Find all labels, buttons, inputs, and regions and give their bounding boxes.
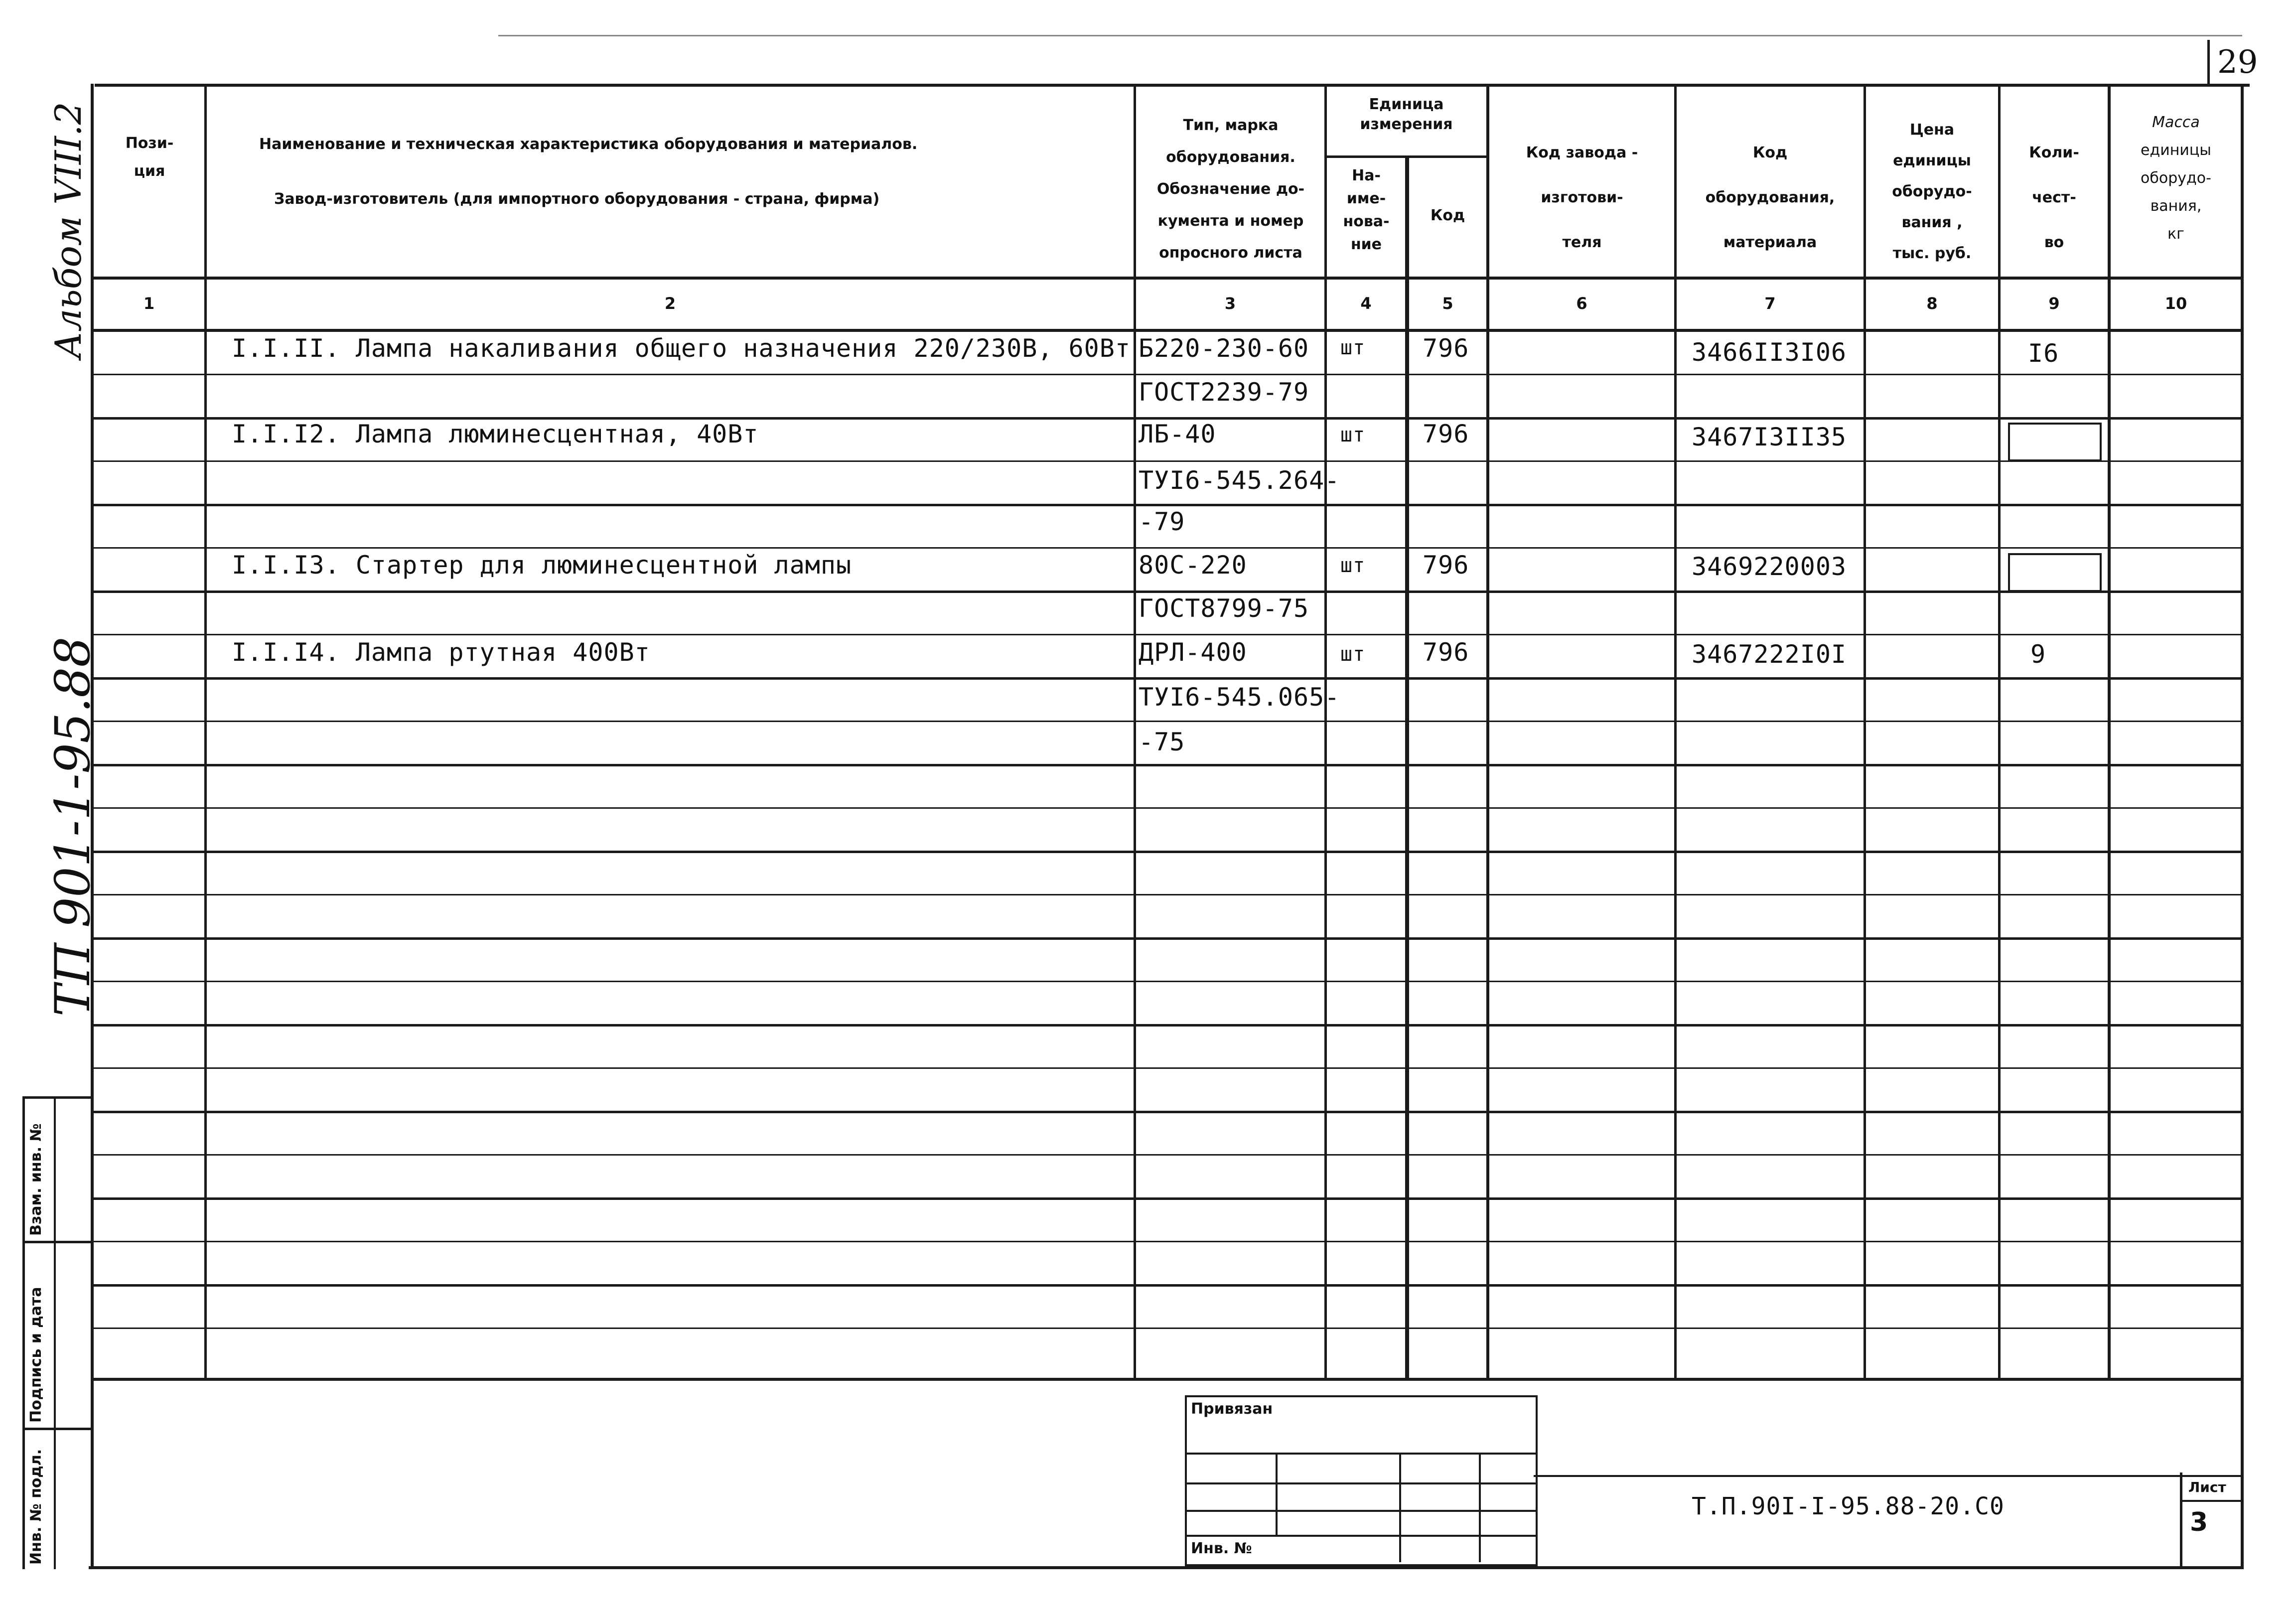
row-unit: шт (1340, 336, 1366, 359)
stamp-label-inventory: Инв. № подл. (27, 1449, 45, 1565)
row-unit: шт (1340, 554, 1366, 577)
row-rule (91, 981, 2243, 982)
row-type: ГОСТ2239-79 (1139, 378, 1309, 407)
row-quantity: I6 (2028, 339, 2059, 368)
sheet-box-left (2180, 1472, 2182, 1567)
header-unit-group: Единица измерения (1360, 96, 1453, 133)
unit-group-line (1324, 155, 1489, 158)
row-rule (91, 677, 2243, 680)
stamp-strip-div2 (22, 1428, 92, 1430)
row-name: I.I.I4. Лампа ртутная 400Вт (232, 638, 650, 667)
stamp-label-signature: Подпись и дата (27, 1287, 45, 1423)
row-rule (91, 590, 2243, 593)
sheet-corner-number: 29 (2217, 44, 2258, 81)
row-unit-code: 796 (1423, 420, 1469, 448)
stamp-label-replace: Взам. инв. № (27, 1123, 45, 1236)
stamp-strip-top (22, 1096, 92, 1099)
row-name: I.I.II. Лампа накаливания общего назначения 220/230В, 60Вт (232, 334, 1131, 363)
row-rule (91, 1197, 2243, 1200)
quantity-box (2008, 553, 2102, 592)
colnum-2: 2 (664, 294, 676, 313)
colnum-bottom-line (91, 329, 2243, 332)
header-mass: Масса единицы оборудо- вания, кг (2141, 114, 2211, 243)
row-rule (91, 1241, 2243, 1242)
row-type: ГОСТ8799-75 (1139, 594, 1309, 623)
row-rule (91, 851, 2243, 853)
bound-line-4 (1185, 1535, 1537, 1537)
row-rule (91, 937, 2243, 940)
quantity-box (2008, 423, 2102, 461)
colnum-5: 5 (1442, 294, 1453, 313)
row-rule (91, 764, 2243, 766)
col-line-5 (1405, 157, 1409, 1380)
sheet-label: Лист (2188, 1479, 2226, 1495)
row-rule (91, 547, 2243, 549)
header-type: Тип, марка оборудования. Обозначение до- кумента и номер опросного листа (1156, 117, 1305, 262)
top-edge-line (498, 35, 2242, 36)
colnum-6: 6 (1576, 294, 1587, 313)
colnum-8: 8 (1926, 294, 1938, 313)
project-label: ТП 901-1-95.88 (45, 636, 101, 1017)
document-code: Т.П.90I-I-95.88-20.С0 (1692, 1492, 2005, 1520)
row-unit-code: 796 (1423, 638, 1469, 667)
row-rule (91, 1024, 2243, 1027)
colnum-4: 4 (1360, 294, 1372, 313)
stamp-strip-left (22, 1096, 25, 1569)
header-position: Пози- ция (125, 135, 174, 180)
row-name: I.I.I3. Стартер для люминесцентной лампы (232, 551, 852, 580)
colnum-7: 7 (1764, 294, 1776, 313)
header-quantity: Коли- чест- во (2029, 144, 2079, 251)
bound-label: Привязан (1191, 1400, 1273, 1418)
row-unit: шт (1340, 424, 1366, 446)
corner-box-left (2207, 40, 2210, 85)
row-equipment-code: 3467I3II35 (1692, 423, 1847, 451)
row-type: Б220-230-60 (1139, 334, 1309, 363)
row-equipment-code: 3466II3I06 (1692, 338, 1847, 367)
row-rule (91, 1327, 2243, 1329)
title-block-line (1534, 1475, 2242, 1477)
row-unit: шт (1340, 643, 1366, 666)
row-rule (91, 460, 2243, 462)
colnum-10: 10 (2164, 294, 2187, 313)
stamp-strip-div1 (22, 1241, 92, 1243)
row-type: 80С-220 (1139, 551, 1247, 580)
row-equipment-code: 3469220003 (1692, 552, 1847, 581)
row-type: ЛБ-40 (1139, 420, 1216, 448)
bound-col-2 (1399, 1453, 1401, 1562)
bound-line-3 (1185, 1510, 1537, 1512)
row-unit-code: 796 (1423, 551, 1469, 580)
bound-col-3 (1479, 1453, 1481, 1562)
bound-line-2 (1185, 1482, 1537, 1484)
header-equipment-code: Код оборудования, материала (1705, 144, 1835, 251)
row-rule (91, 504, 2243, 506)
row-equipment-code: 3467222I0I (1692, 640, 1847, 669)
inventory-label: Инв. № (1191, 1540, 1252, 1557)
row-unit-code: 796 (1423, 334, 1469, 363)
row-rule (91, 1154, 2243, 1156)
row-rule (91, 721, 2243, 722)
row-rule (91, 374, 2243, 375)
sheet-number: 3 (2190, 1507, 2208, 1537)
header-factory-code: Код завода - изготови- теля (1526, 144, 1638, 251)
header-unit-name: На- име- нова- ние (1343, 167, 1390, 253)
album-label: Альбом VIII.2 (47, 102, 89, 359)
row-quantity: 9 (2030, 640, 2046, 669)
colnum-9: 9 (2048, 294, 2060, 313)
bound-line-1 (1185, 1453, 1537, 1455)
row-name: I.I.I2. Лампа люминесцентная, 40Вт (232, 420, 759, 448)
header-price: Цена единицы оборудо- вания , тыс. руб. (1892, 121, 1972, 262)
frame-bottom-line (89, 1566, 2242, 1569)
row-rule (91, 894, 2243, 895)
table-bottom-line (91, 1378, 2243, 1381)
row-type: -79 (1139, 507, 1185, 536)
header-bottom-line (91, 277, 2243, 280)
bound-col-1 (1276, 1453, 1278, 1535)
row-type: ТУI6-545.065- (1139, 683, 1340, 712)
sheet-box-mid (2180, 1500, 2242, 1502)
header-unit-code: Код (1430, 207, 1465, 224)
row-type: -75 (1139, 728, 1185, 756)
colnum-3: 3 (1224, 294, 1236, 313)
row-rule (91, 1284, 2243, 1287)
row-rule (91, 807, 2243, 809)
row-type: ДРЛ-400 (1139, 638, 1247, 667)
frame-top-line (95, 84, 2250, 87)
row-rule (91, 634, 2243, 635)
row-rule (91, 1067, 2243, 1069)
header-name: Наименование и техническая характеристика оборудования и материалов. Завод-изготовитель (для импортного оборудования - страна, фирма) (259, 136, 918, 208)
row-type: ТУI6-545.264- (1139, 466, 1340, 495)
stamp-strip-mid (54, 1096, 56, 1569)
colnum-1: 1 (143, 294, 155, 313)
row-rule (91, 1111, 2243, 1113)
